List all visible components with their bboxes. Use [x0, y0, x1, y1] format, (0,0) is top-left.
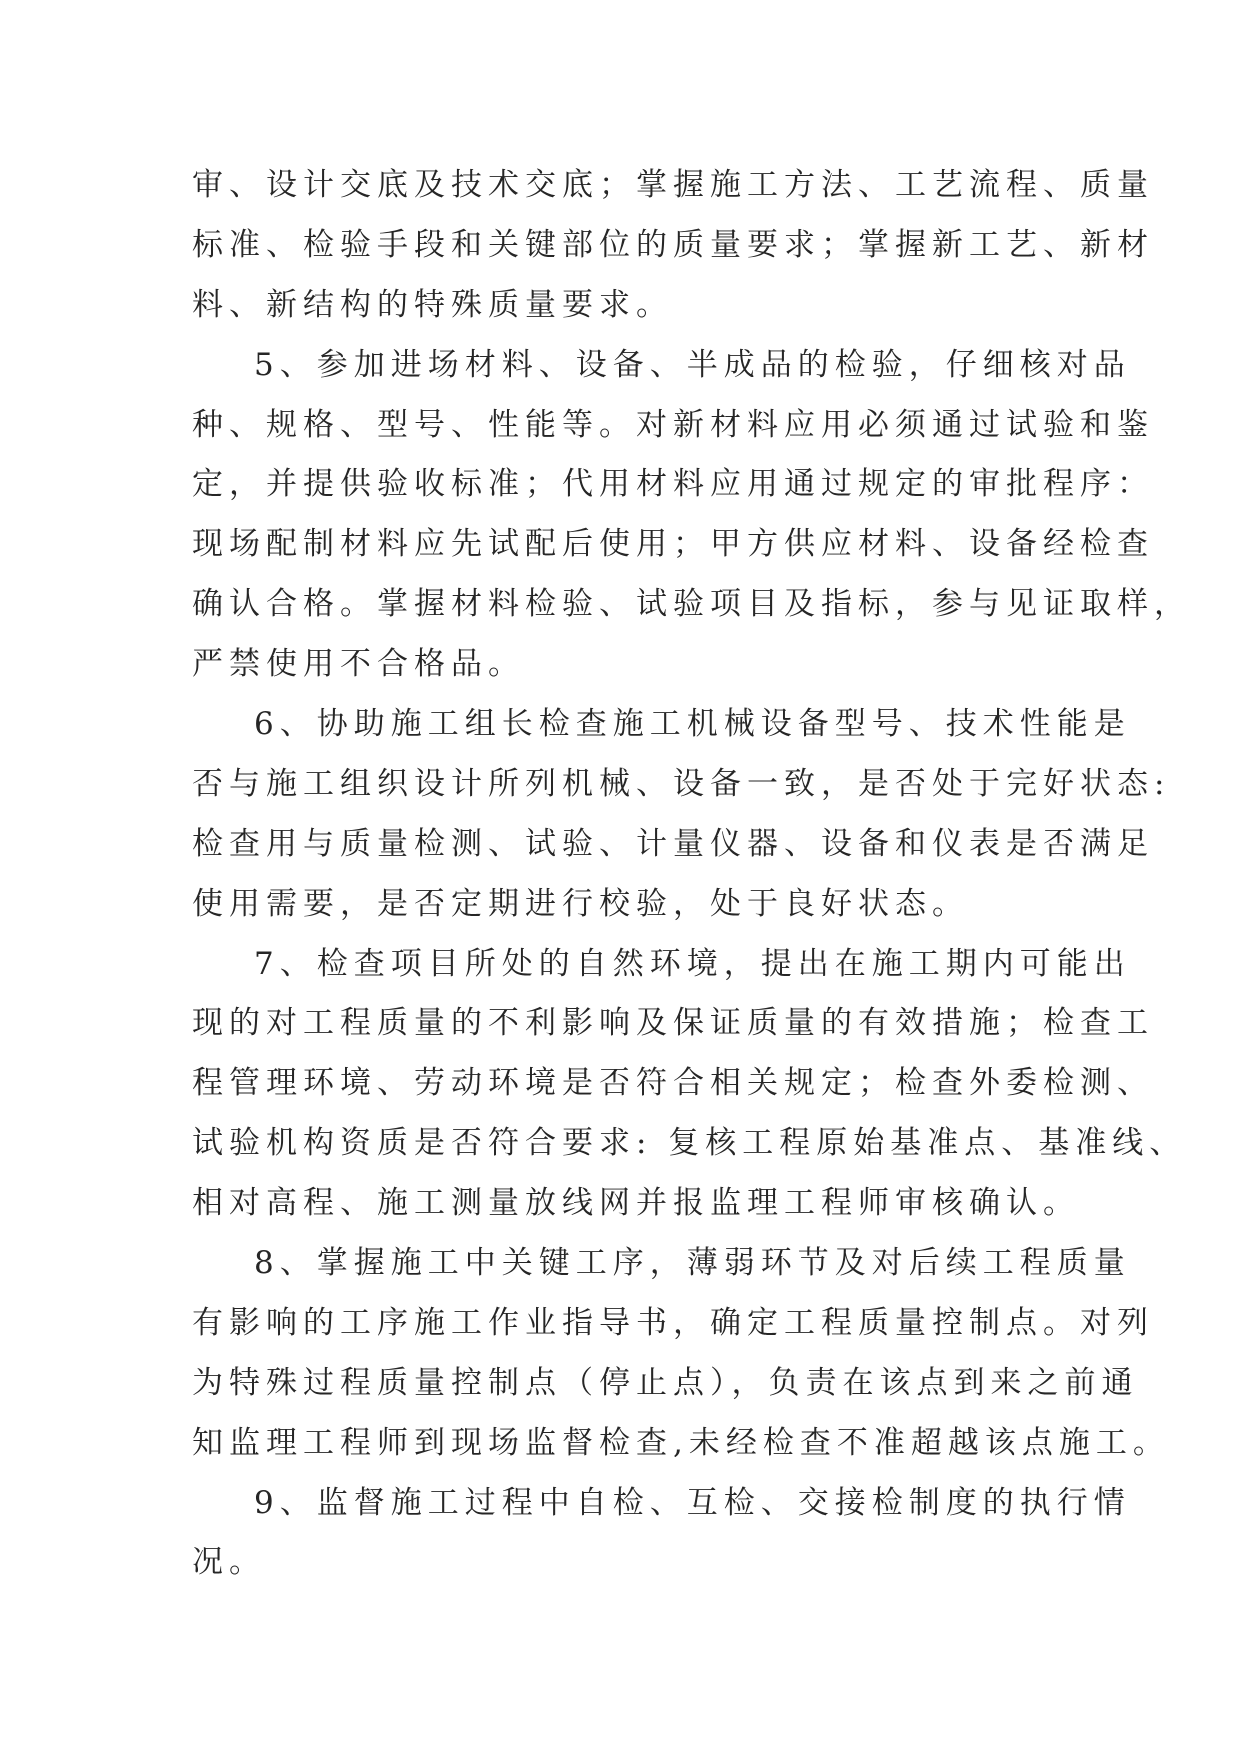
text-line: 检查用与质量检测、试验、计量仪器、设备和仪表是否满足	[192, 825, 1154, 862]
text-line: 有影响的工序施工作业指导书，确定工程质量控制点。对列	[192, 1304, 1154, 1341]
paragraph-6-first-line: 6、协助施工组长检查施工机械设备型号、技术性能是	[254, 706, 1131, 743]
text-line: 现的对工程质量的不利影响及保证质量的有效措施；检查工	[192, 1005, 1154, 1042]
text-line: 为特殊过程质量控制点（停止点），负责在该点到来之前通	[192, 1364, 1139, 1401]
paragraph-7-first-line: 7、检查项目所处的自然环境，提出在施工期内可能出	[254, 945, 1131, 982]
text-line: 使用需要，是否定期进行校验，处于良好状态。	[192, 885, 969, 922]
text-line: 料、新结构的特殊质量要求。	[192, 286, 673, 323]
text-line: 况。	[192, 1544, 266, 1581]
text-line: 现场配制材料应先试配后使用；甲方供应材料、设备经检查	[192, 526, 1154, 563]
text-line: 严禁使用不合格品。	[192, 646, 525, 683]
text-line: 否与施工组织设计所列机械、设备一致，是否处于完好状态:	[192, 765, 1171, 802]
text-line: 程管理环境、劳动环境是否符合相关规定；检查外委检测、	[192, 1065, 1154, 1102]
document-body	[192, 156, 1191, 1593]
text-line: 确认合格。掌握材料检验、试验项目及指标，参与见证取样，	[192, 586, 1191, 623]
text-line: 种、规格、型号、性能等。对新材料应用必须通过试验和鉴	[192, 406, 1154, 443]
paragraph-9-first-line: 9、监督施工过程中自检、互检、交接检制度的执行情	[254, 1484, 1131, 1521]
paragraph-8-first-line: 8、掌握施工中关键工序，薄弱环节及对后续工程质量	[254, 1245, 1131, 1282]
text-line: 知监理工程师到现场监督检查,未经检查不准超越该点施工。	[192, 1424, 1170, 1461]
text-line: 定，并提供验收标准；代用材料应用通过规定的审批程序：	[192, 466, 1154, 503]
text-line: 相对高程、施工测量放线网并报监理工程师审核确认。	[192, 1185, 1080, 1222]
text-line: 审、设计交底及技术交底；掌握施工方法、工艺流程、质量	[192, 167, 1154, 203]
text-line: 标准、检验手段和关键部位的质量要求；掌握新工艺、新材	[192, 226, 1154, 263]
paragraph-5-first-line: 5、参加进场材料、设备、半成品的检验，仔细核对品	[254, 346, 1131, 383]
text-line: 试验机构资质是否符合要求: 复核工程原始基准点、基准线、	[192, 1125, 1187, 1162]
